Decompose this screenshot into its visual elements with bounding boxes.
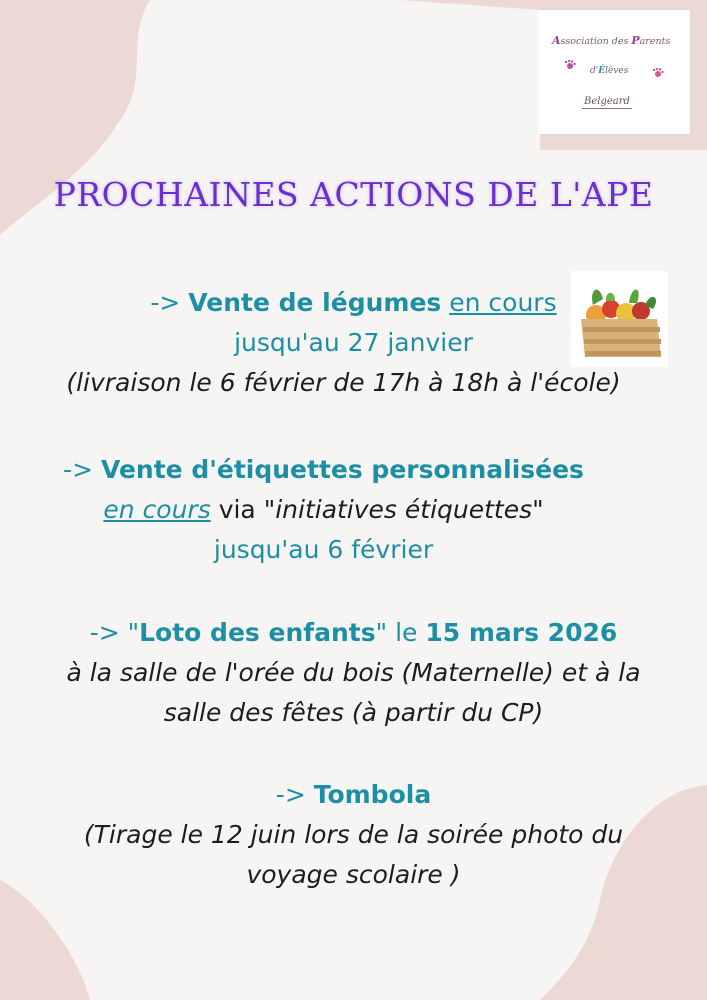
logo-line-2 [590,66,628,76]
action2-until: jusqu'au 6 février [213,535,434,564]
action3-place-line-1: à la salle de l'orée du bois (Maternelle) et à la [66,658,641,687]
action1-until: jusqu'au 27 janvier [234,328,473,357]
arrow-text: -> [63,455,94,484]
action4-detail-line-1: (Tirage le 12 juin lors de la soirée photo du [83,820,624,849]
action1-status: en cours [449,288,557,317]
action2-status-line [0,490,707,530]
logo-letter-p: P [631,34,640,47]
quote-mark: " [532,495,544,524]
action3-place-line-2: salle des fêtes (à partir du CP) [163,698,544,727]
action3-le: le [395,618,418,647]
action-tombola [0,775,707,895]
logo-letter-e: É [598,66,606,76]
logo-line-1 [552,34,670,47]
arrow-text: -> [275,780,306,809]
handprint-icon [652,68,664,78]
logo-line-3: Belgeard [584,96,630,107]
logo-text-d: d' [590,66,599,76]
action4-detail-line-2: voyage scolaire ) [246,860,461,889]
action3-name: Loto des enfants [139,618,376,647]
quote-mark: " [375,618,388,647]
logo-text-leves: lèves [605,66,629,76]
action1-name: Vente de légumes [188,288,442,317]
arrow-text: -> [150,288,181,317]
action2-via: via [218,495,256,524]
page-title: PROCHAINES ACTIONS DE L'APE [53,175,654,214]
logo-letter-a: A [552,34,561,47]
action3-date: 15 mars 2026 [425,618,618,647]
quote-mark: " [127,618,140,647]
action1-heading [0,283,707,323]
logo-text-arents: arents [639,36,671,47]
blob-bottom-left [0,880,90,1000]
handprint-icon [564,60,576,70]
action-vente-etiquettes [0,450,707,570]
ape-logo [538,10,690,134]
quote-mark: " [263,495,276,524]
action3-heading [0,613,707,653]
action2-status: en cours [103,495,211,524]
action4-name: Tombola [313,780,432,809]
action2-heading [0,450,707,490]
action1-delivery: (livraison le 6 février de 17h à 18h à l'école) [66,368,621,397]
action2-vendor: initiatives étiquettes [275,495,533,524]
arrow-text: -> [89,618,120,647]
action2-name: Vente d'étiquettes personnalisées [100,455,584,484]
logo-text-ssociation: ssociation des [560,36,632,47]
action-loto [0,613,707,733]
action-vente-legumes [0,283,707,403]
action4-heading [0,775,707,815]
